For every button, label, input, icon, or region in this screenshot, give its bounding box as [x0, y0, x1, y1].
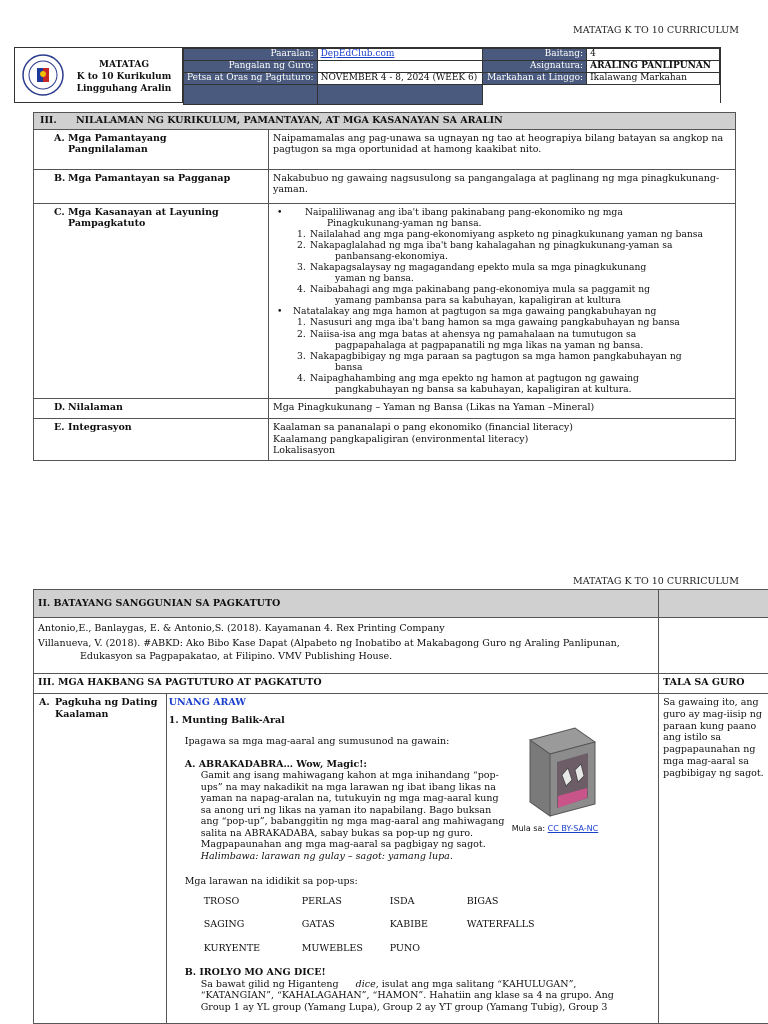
popup-word: MUWEBLES: [301, 942, 363, 954]
popup-word: PERLAS: [301, 895, 342, 907]
lesson-header: [14, 47, 721, 103]
activity-a-line: yaman na napag-aralan na, tutukuyin ng mga mag-aaral kung: [200, 793, 499, 804]
curriculum-label-page2: MATATAG K TO 10 CURRICULUM: [572, 576, 739, 587]
objective-item: 4. Naipaghahambing ang mga epekto ng hamon at pagtugon ng gawaing pangkabuhayan ng bansa sa kabuhayan, kapaligiran at kultura.: [297, 372, 639, 395]
objective-item: 2. Nakapaglalahad ng mga iba't bang kahalagahan ng pinagkukunang-yaman sa panbansang-ekonomiya.: [297, 239, 673, 262]
magic-box-icon: [520, 720, 600, 820]
popup-word: PUNO: [389, 942, 421, 954]
row-d-label: D. Nilalaman: [34, 399, 269, 419]
school-value: [317, 49, 482, 61]
grade-label: Baitang:: [482, 49, 587, 61]
activity-b-title: B. IROLYO MO ANG DICE!: [184, 967, 326, 978]
objective-item: 4. Naibabahagi ang mga pakinabang pang-ekonomiya mula sa paggamit ng yamang pambansa para sa kabuhayan, kapaligiran at kultura: [297, 284, 651, 307]
popups-label: Mga larawan na ididikit sa pop-ups:: [184, 876, 358, 887]
popup-word: SAGING: [203, 919, 245, 930]
instruction-text: Ipagawa sa mga mag-aaral ang sumusunod na gawain:: [184, 736, 450, 747]
teacher-notes-header: TALA SA GURO: [659, 674, 768, 694]
step-a-label: A. Pagkuha ng Dating Kaalaman: [34, 694, 167, 1024]
activity-b-text: Sa bawat gilid ng Higanteng dice, isulat ang mga salitang “KAHULUGAN”, “KATANGIAN”, “KAHALAGAHAN”, “HAMON”. Hahatiin ang klase sa 4 na grupo. Ang Group 1 ay YL group (Yamang Lupa), Group 2 ay YT group (Yamang Tubig), Group 3: [200, 978, 614, 1013]
activity-a-line: Magpapaunahan ang mga mag-aaral sa pagbigay ng sagot.: [200, 839, 486, 850]
learning-steps-table: [33, 589, 768, 1024]
steps-header: III. MGA HAKBANG SA PAGTUTURO AT PAGKATUTO: [34, 674, 659, 694]
teacher-label: Pangalan ng Guro:: [184, 61, 318, 73]
activity-a-line: salita na ABRAKADABA, sabay bukas sa pop-up ng guro.: [200, 827, 473, 839]
teacher-value: [317, 61, 482, 73]
subject-label: Asignatura:: [482, 61, 587, 73]
subject-value: ARALING PANLIPUNAN: [587, 61, 720, 73]
activity-a-line: sa anong uri ng likas na yaman ito napabilang. Bago buksan: [200, 804, 492, 816]
header-table: [183, 48, 720, 105]
row-e-text: Kaalaman sa pananalapi o pang ekonomiko (financial literacy) Kaalamang pangkapaligiran (environmental literacy) Lokalisasyon: [269, 419, 736, 461]
references-header: II. BATAYANG SANGGUNIAN SA PAGKATUTO: [34, 590, 659, 618]
date-value: NOVEMBER 4 - 8, 2024 (WEEK 6): [317, 73, 482, 85]
popup-words-grid: [169, 896, 654, 955]
logo-line-2: K to 10 Kurikulum: [76, 72, 172, 82]
row-e-label: E. Integrasyon: [34, 419, 269, 461]
popup-word: [467, 943, 547, 955]
school-label: Paaralan:: [184, 49, 318, 61]
references-text: Antonio,E., Banlaygas, E. & Antonio,S. (2018). Kayamanan 4. Rex Printing Company Villanueva, V. (2018). #ABKD: Ako Bibo Kase Dapat (Alpabeto ng Inobatibo at Makabagong Guro ng Araling Panlipunan, Edukasyon sa Pagpapakatao, at Filipino. VMV Publishing House.: [34, 618, 659, 674]
quarter-label: Markahan at Linggo:: [482, 73, 587, 85]
school-link[interactable]: DepEdClub.com: [320, 49, 395, 59]
objective-item: 2. Naiisa-isa ang mga batas at ahensya ng pamahalaan na tumutugon sa pagpapahalaga at pagpapanatili ng mga likas na yaman ng bansa.: [297, 328, 644, 351]
popup-word: GATAS: [301, 919, 335, 930]
row-a-text: Naipamamalas ang pag-unawa sa ugnayan ng tao at heograpiya bilang batayan sa angkop na pagtugon sa mga oportunidad at hamong kaakibat nito.: [269, 129, 736, 169]
activity-a-line: ang “pop-up”, babanggitin ng mga mag-aaral ang mahiwagang: [200, 816, 505, 827]
objective-item: 3. Nakapagbibigay ng mga paraan sa pagtugon sa mga hamon pangkabuhayan ng bansa: [297, 350, 682, 373]
popup-word: KURYENTE: [203, 942, 261, 954]
logo-cell: [15, 48, 183, 102]
activity-a-title: A. ABRAKADABRA… Wow, Magic!:: [184, 758, 367, 770]
row-b-label: B. Mga Pamantayan sa Pagganap: [34, 169, 269, 203]
day-label: UNANG ARAW: [168, 697, 246, 708]
logo-line-3: Lingguhang Aralin: [76, 84, 172, 94]
row-b-text: Nakabubuo ng gawaing nagsusulong sa pangangalaga at paglinang ng mga pinagkukunang-yaman.: [269, 169, 736, 203]
popup-word: BIGAS: [466, 895, 499, 907]
curriculum-label: MATATAG K TO 10 CURRICULUM: [572, 25, 739, 36]
deped-seal-icon: [22, 54, 64, 96]
section-title: NILALAMAN NG KURIKULUM, PAMANTAYAN, AT MGA KASANAYAN SA ARALIN: [76, 115, 503, 126]
grade-value: 4: [587, 49, 720, 61]
row-c-objectives: [269, 203, 736, 399]
row-a-label: A. Mga Pamantayang Pangnilalaman: [34, 129, 269, 169]
row-c-label: C. Mga Kasanayan at Layuning Pampagkatuto: [34, 203, 269, 399]
curriculum-content-table: [33, 112, 736, 461]
date-label: Petsa at Oras ng Pagtuturo:: [184, 73, 318, 85]
image-credit: Mula sa: CC BY-SA-NC: [511, 824, 599, 833]
popup-word: TROSO: [203, 895, 240, 907]
objective-item: 1. Nailalahad ang mga pang-ekonomiyang aspketo ng pinagkukunang yaman ng bansa: [297, 228, 703, 240]
row-d-text: Mga Pinagkukunang – Yaman ng Bansa (Likas na Yaman –Mineral): [269, 399, 736, 419]
license-link[interactable]: CC BY-SA-NC: [547, 824, 599, 833]
objective-item: 3. Nakapagsalaysay ng magagandang epekto mula sa mga pinagkukunang yaman ng bansa.: [297, 261, 647, 285]
objective-bullet-1: • Naipaliliwanag ang iba't ibang pakinabang pang-ekonomiko ng mga Pinagkukunang-yaman ng bansa.: [273, 207, 731, 229]
item-1-title: 1. Munting Balik-Aral: [168, 714, 285, 726]
section-header: III. NILALAMAN NG KURIKULUM, PAMANTAYAN, AT MGA KASANAYAN SA ARALIN: [34, 113, 736, 130]
quarter-value: Ikalawang Markahan: [587, 73, 720, 85]
step-a-body: [166, 694, 658, 1024]
objective-item: 1. Nasusuri ang mga iba't bang hamon sa mga gawaing pangkabuhayan ng bansa: [297, 317, 680, 329]
activity-a-line: ups” na may nakadikit na mga larawan ng ibat ibang likas na: [200, 781, 496, 793]
teacher-note: Sa gawaing ito, ang guro ay mag-iisip ng paraan kung paano ang istilo sa pagpapaunahan ng mga mag-aaral sa pagbibigay ng sagot.: [659, 694, 768, 1024]
popup-word: ISDA: [389, 895, 415, 907]
popup-word: WATERFALLS: [466, 919, 535, 930]
activity-a-line: Gamit ang isang mahiwagang kahon at mga inihandang “pop-: [200, 770, 499, 781]
objective-bullet-2: • Natatalakay ang mga hamon at pagtugon sa mga gawaing pangkabuhayan ng: [273, 306, 731, 317]
example-text: Halimbawa: larawan ng gulay – sagot: yamang lupa.: [200, 850, 453, 862]
logo-line-1: MATATAG: [98, 60, 150, 70]
popup-word: KABIBE: [389, 919, 428, 930]
